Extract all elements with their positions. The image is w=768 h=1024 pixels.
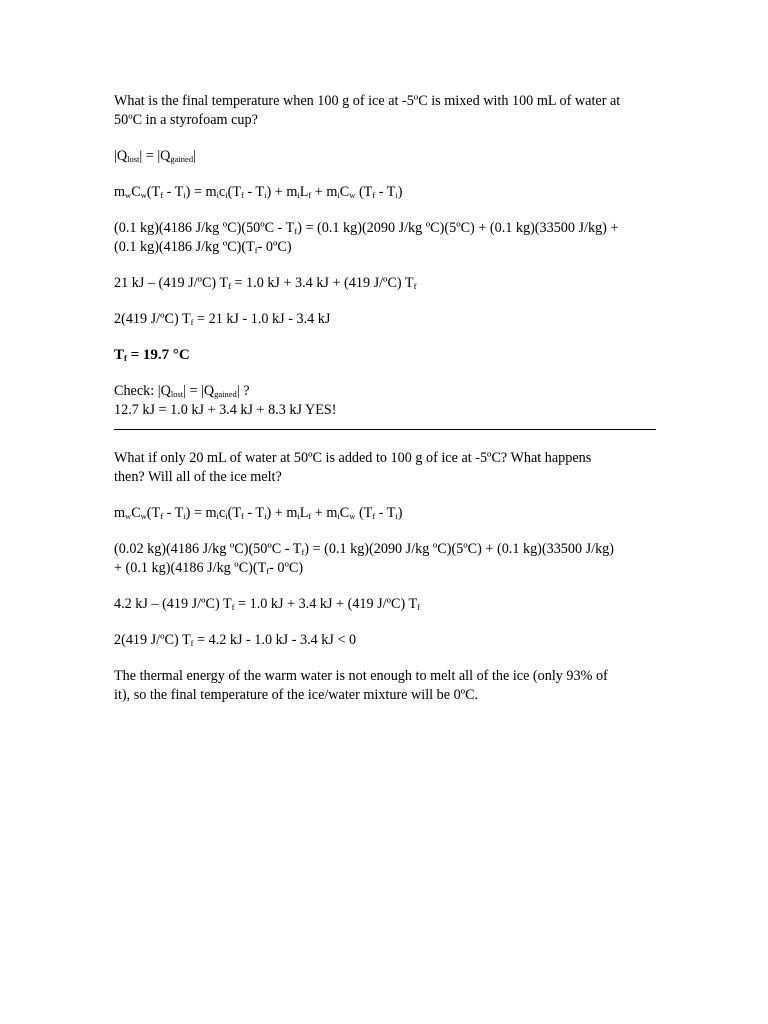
numeric-equation-1: (0.1 kg)(4186 J/kg ºC)(50ºC - $T_f) = (0.1$ kg)(2090 J/kg ºC)(5ºC) + (0.1 kg)(33500 J/kg) + (0.1 kg)(4186 J/kg $ºC)(T_f-$ 0ºC) <box>114 220 619 255</box>
question-1-line-1: What is the final temperature when 100 g of ice at -5ºC is mixed with 100 mL of water at <box>114 93 621 109</box>
question-2 <box>114 449 659 487</box>
kj-equation-1: 21 kJ – (419 J/ºC) $T_f = 1.0$ kJ + 3.4 kJ + (419 J/ºC) $T_f$ <box>114 275 417 291</box>
kj-equation-2: 4.2 kJ – (419 J/ºC) $T_f = 1.0$ kJ + 3.4 kJ + (419 J/ºC) $T_f$ <box>114 596 420 612</box>
section-divider <box>114 429 656 430</box>
solve-equation-2: 2(419 J/ºC) $T_f = 4.2$ kJ - 1.0 kJ - 3.4 kJ < 0 <box>114 632 357 648</box>
question-1 <box>114 92 659 130</box>
solve-equation-1: 2(419 J/ºC) $T_f = 21$ kJ - 1.0 kJ - 3.4 kJ <box>114 311 331 327</box>
numeric-equation-2: (0.02 kg)(4186 J/kg ºC)(50ºC - $T_f) = (0.1$ kg)(2090 J/kg ºC)(5ºC) + (0.1 kg)(33500 J/kg) + (0.1 kg)(4186 J/kg $ºC)(T_f-$ 0ºC) <box>114 541 614 576</box>
energy-balance-equation: $|Q_{lost}| = |Q_{gained}|$ <box>114 148 196 164</box>
symbolic-equation-2: $m_wC_w(T_f - T_i) = m_ic_i(T_f - T_i) + m_iL_f + m_iC_w$ $(T_f - T_i)$ <box>114 505 403 521</box>
conclusion-2 <box>114 667 659 705</box>
question-1-line-2: 50ºC in a styrofoam cup? <box>114 112 258 128</box>
symbolic-equation-1: $m_wC_w(T_f - T_i) = m_ic_i(T_f - T_i) + m_iL_f + m_iC_w$ $(T_f - T_i)$ <box>114 184 403 200</box>
question-2-line-1: What if only 20 mL of water at 50ºC is added to 100 g of ice at -5ºC? What happens <box>114 450 592 466</box>
document-page <box>114 92 659 722</box>
question-2-line-2: then? Will all of the ice melt? <box>114 469 282 485</box>
conclusion-line-1: The thermal energy of the warm water is not enough to melt all of the ice (only 93% of <box>114 668 608 684</box>
conclusion-line-2: it), so the final temperature of the ice/water mixture will be 0ºC. <box>114 687 479 703</box>
check-1: Check: $|Q_{lost}| = |Q_{gained}|$ ? 12.7 kJ = 1.0 kJ + 3.4 kJ + 8.3 kJ YES! <box>114 382 659 420</box>
result-1: $T_f = 19.7$ °C <box>114 347 190 363</box>
check-values: 12.7 kJ = 1.0 kJ + 3.4 kJ + 8.3 kJ YES! <box>114 402 337 418</box>
